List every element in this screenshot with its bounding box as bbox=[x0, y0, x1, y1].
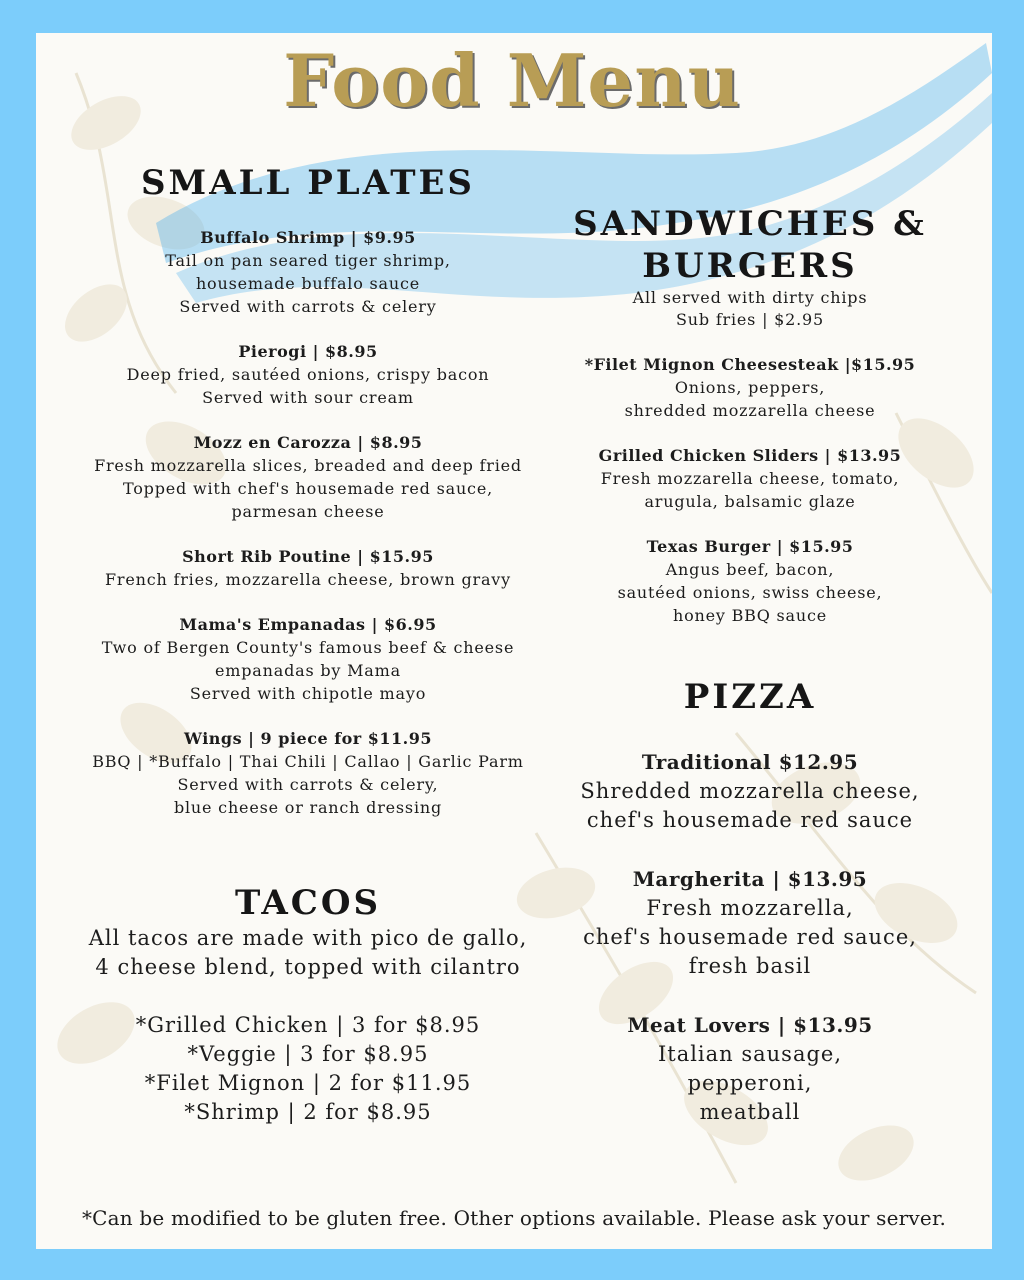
item-description: Deep fried, sautéed onions, crispy bacon bbox=[126, 365, 490, 384]
item-description: pepperoni, bbox=[687, 1071, 813, 1095]
item-description: chef's housemade red sauce bbox=[586, 808, 914, 832]
menu-item bbox=[60, 226, 556, 318]
menu-item bbox=[548, 865, 952, 981]
sandwiches-note: All served with dirty chips bbox=[632, 288, 868, 307]
item-description: shredded mozzarella cheese bbox=[624, 401, 876, 420]
taco-item: *Grilled Chicken | 3 for $8.95 bbox=[135, 1013, 481, 1037]
item-description: parmesan cheese bbox=[231, 502, 385, 521]
menu-item bbox=[548, 353, 952, 422]
taco-item: *Filet Mignon | 2 for $11.95 bbox=[144, 1071, 472, 1095]
menu-item bbox=[60, 431, 556, 523]
tacos-heading: TACOS bbox=[234, 883, 382, 923]
tacos-section bbox=[60, 882, 556, 1127]
menu-item bbox=[60, 545, 556, 591]
item-name: Mama's Empanadas | $6.95 bbox=[179, 615, 437, 634]
item-description: Fresh mozzarella, bbox=[646, 896, 854, 920]
item-description: BBQ | *Buffalo | Thai Chili | Callao | Garlic Parm bbox=[92, 752, 524, 771]
item-description: Fresh mozzarella cheese, tomato, bbox=[600, 469, 900, 488]
item-description: Served with carrots & celery bbox=[179, 297, 437, 316]
item-description: Angus beef, bacon, bbox=[665, 560, 835, 579]
item-description: blue cheese or ranch dressing bbox=[173, 798, 443, 817]
menu-item bbox=[60, 727, 556, 819]
menu-item bbox=[548, 444, 952, 513]
item-description: empanadas by Mama bbox=[215, 661, 401, 680]
page-title: Food Menu bbox=[283, 38, 741, 123]
item-description: meatball bbox=[699, 1100, 801, 1124]
item-name: Buffalo Shrimp | $9.95 bbox=[200, 228, 416, 247]
item-description: French fries, mozzarella cheese, brown gravy bbox=[105, 570, 511, 589]
item-description: Two of Bergen County's famous beef & cheese bbox=[101, 638, 515, 657]
item-name: Meat Lovers | $13.95 bbox=[627, 1013, 873, 1037]
item-name: Wings | 9 piece for $11.95 bbox=[184, 729, 432, 748]
pizza-heading: PIZZA bbox=[683, 677, 817, 717]
menu-item bbox=[60, 613, 556, 705]
item-description: Shredded mozzarella cheese, bbox=[580, 779, 920, 803]
item-description: Fresh mozzarella slices, breaded and deep fried bbox=[94, 456, 522, 475]
item-name: Margherita | $13.95 bbox=[632, 867, 868, 891]
taco-item: *Shrimp | 2 for $8.95 bbox=[184, 1100, 432, 1124]
item-description: fresh basil bbox=[688, 954, 812, 978]
sandwiches-section bbox=[548, 203, 952, 627]
item-description: housemade buffalo sauce bbox=[195, 274, 421, 293]
item-description: Tail on pan seared tiger shrimp, bbox=[165, 251, 451, 270]
item-description: Italian sausage, bbox=[657, 1042, 843, 1066]
taco-item: *Veggie | 3 for $8.95 bbox=[187, 1042, 429, 1066]
item-name: *Filet Mignon Cheesesteak |$15.95 bbox=[584, 355, 916, 374]
small-plates-section bbox=[60, 162, 556, 819]
item-name: Pierogi | $8.95 bbox=[238, 342, 378, 361]
item-name: Mozz en Carozza | $8.95 bbox=[193, 433, 423, 452]
menu-item bbox=[548, 535, 952, 627]
menu-item bbox=[60, 340, 556, 409]
sandwiches-heading: BURGERS bbox=[642, 246, 858, 286]
item-name: Grilled Chicken Sliders | $13.95 bbox=[598, 446, 902, 465]
gluten-free-footnote: *Can be modified to be gluten free. Other options available. Please ask your server. bbox=[81, 1206, 947, 1230]
item-description: honey BBQ sauce bbox=[672, 606, 828, 625]
pizza-section bbox=[548, 676, 952, 1127]
item-description: Onions, peppers, bbox=[674, 378, 826, 397]
item-description: sautéed onions, swiss cheese, bbox=[617, 583, 883, 602]
item-description: Served with chipotle mayo bbox=[189, 684, 427, 703]
item-name: Texas Burger | $15.95 bbox=[646, 537, 854, 556]
item-description: chef's housemade red sauce, bbox=[583, 925, 917, 949]
small-plates-heading: SMALL PLATES bbox=[141, 163, 475, 203]
item-description: arugula, balsamic glaze bbox=[644, 492, 856, 511]
sandwiches-heading: SANDWICHES & bbox=[573, 204, 927, 244]
sandwiches-note: Sub fries | $2.95 bbox=[676, 310, 824, 329]
tacos-intro: 4 cheese blend, topped with cilantro bbox=[95, 955, 521, 979]
item-description: Served with sour cream bbox=[202, 388, 414, 407]
item-name: Traditional $12.95 bbox=[641, 750, 859, 774]
menu-item bbox=[548, 1011, 952, 1127]
item-description: Topped with chef's housemade red sauce, bbox=[123, 479, 493, 498]
menu-item bbox=[548, 748, 952, 835]
tacos-intro: All tacos are made with pico de gallo, bbox=[88, 926, 528, 950]
item-name: Short Rib Poutine | $15.95 bbox=[182, 547, 434, 566]
item-description: Served with carrots & celery, bbox=[177, 775, 439, 794]
